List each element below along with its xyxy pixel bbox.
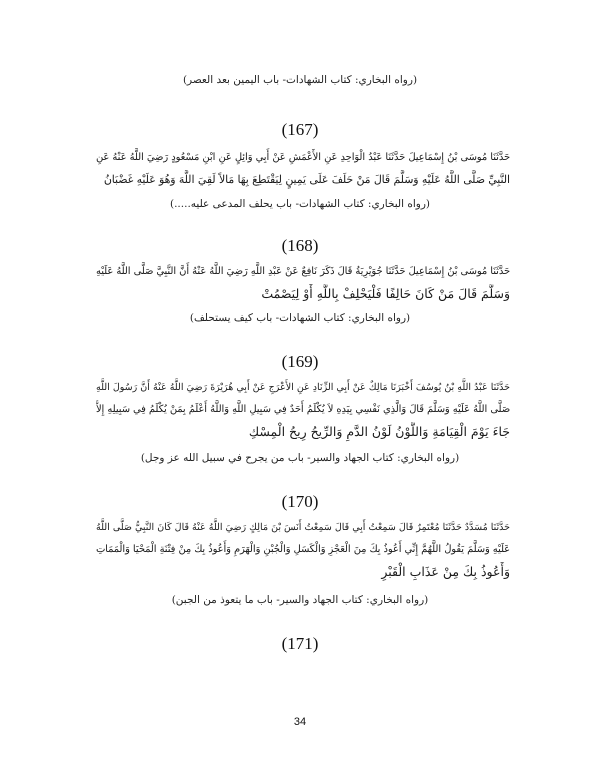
hadith-number-167: (167) xyxy=(281,120,319,139)
hadith-168-line-1: حَدَّثَنَا مُوسَى بْنُ إِسْمَاعِيلَ حَدَّثَنَا جُوَيْرِيَةُ قَالَ ذَكَرَ نَافِعٌ عَنْ عَبْدِ اللَّهِ رَضِيَ اللَّهُ عَنْهُ أَنَّ النَّبِيَّ صَلَّى اللَّهُ عَلَيْهِ xyxy=(96,266,510,277)
hadith-170-source: (رواه البخاري: كتاب الجهاد والسير- باب ما يتعوذ من الجبن) xyxy=(171,594,429,606)
hadith-168-source: (رواه البخاري: كتاب الشهادات- باب كيف يستحلف) xyxy=(189,312,411,324)
hadith-167-source: (رواه البخاري: كتاب الشهادات- باب يحلف المدعى عليه.....) xyxy=(170,198,430,210)
hadith-167-line-2: النَّبِيِّ صَلَّى اللَّهُ عَلَيْهِ وَسَلَّمَ قَالَ مَنْ حَلَفَ عَلَى يَمِينٍ لِيَقْتَطِعَ بِهَا مَالاً لَقِيَ اللَّهَ وَهُوَ عَلَيْهِ غَضْبَانُ xyxy=(103,173,510,186)
hadith-170-line-3: وَأَعُوذُ بِكَ مِنْ عَذَابِ الْقَبْرِ xyxy=(381,564,510,579)
hadith-170-line-2: عَلَيْهِ وَسَلَّمَ يَقُولُ اللَّهُمَّ إِنِّي أَعُوذُ بِكَ مِنَ الْعَجْزِ وَالْكَسَلِ وَالْجُبْنِ وَالْهَرَمِ وَأَعُوذُ بِكَ مِنْ فِتْنَةِ الْمَحْيَا وَالْمَمَاتِ xyxy=(96,544,510,555)
top-source-citation: (رواه البخاري: كتاب الشهادات- باب اليمين بعد العصر) xyxy=(182,74,418,86)
hadith-170-line-1: حَدَّثَنَا مُسَدَّدٌ حَدَّثَنَا مُعْتَمِرٌ قَالَ سَمِعْتُ أَبِي قَالَ سَمِعْتُ أَنَسَ بْنَ مَالِكٍ رَضِيَ اللَّهُ عَنْهُ قَالَ كَانَ النَّبِيُّ صَلَّى اللَّهُ xyxy=(96,522,510,533)
hadith-number-169: (169) xyxy=(281,352,319,371)
hadith-167-line-1: حَدَّثَنَا مُوسَى بْنُ إِسْمَاعِيلَ حَدَّثَنَا عَبْدُ الْوَاحِدِ عَنِ الأَعْمَشِ عَنْ أَبِي وَائِلٍ عَنِ ابْنِ مَسْعُودٍ رَضِيَ اللَّهُ عَنْهُ عَنِ xyxy=(96,152,510,163)
hadith-169-source: (رواه البخاري: كتاب الجهاد والسير- باب من يجرح في سبيل الله عز وجل) xyxy=(140,452,460,464)
page-number: 34 xyxy=(293,716,307,728)
hadith-number-168: (168) xyxy=(281,236,319,255)
hadith-169-line-2: صَلَّى اللَّهُ عَلَيْهِ وَسَلَّمَ قَالَ وَالَّذِي نَفْسِي بِيَدِهِ لاَ يُكْلَمُ أَحَدٌ فِي سَبِيلِ اللَّهِ وَاللَّهُ أَعْلَمُ بِمَنْ يُكْلَمُ فِي سَبِيلِهِ إِلاَّ xyxy=(96,404,510,415)
hadith-169-line-1: حَدَّثَنَا عَبْدُ اللَّهِ بْنُ يُوسُفَ أَخْبَرَنَا مَالِكٌ عَنْ أَبِي الزِّنَادِ عَنِ الأَعْرَجِ عَنْ أَبِي هُرَيْرَةَ رَضِيَ اللَّهُ عَنْهُ أَنَّ رَسُولَ اللَّهِ xyxy=(96,382,510,393)
hadith-168-line-2: وَسَلَّمَ قَالَ مَنْ كَانَ حَالِفًا فَلْيَحْلِفْ بِاللَّهِ أَوْ لِيَصْمُتْ xyxy=(261,286,510,301)
hadith-number-170: (170) xyxy=(281,492,319,511)
hadith-number-171: (171) xyxy=(281,634,319,653)
hadith-169-line-3: جَاءَ يَوْمَ الْقِيَامَةِ وَاللَّوْنُ لَوْنُ الدَّمِ وَالرِّيحُ رِيحُ الْمِسْكِ xyxy=(248,424,510,439)
